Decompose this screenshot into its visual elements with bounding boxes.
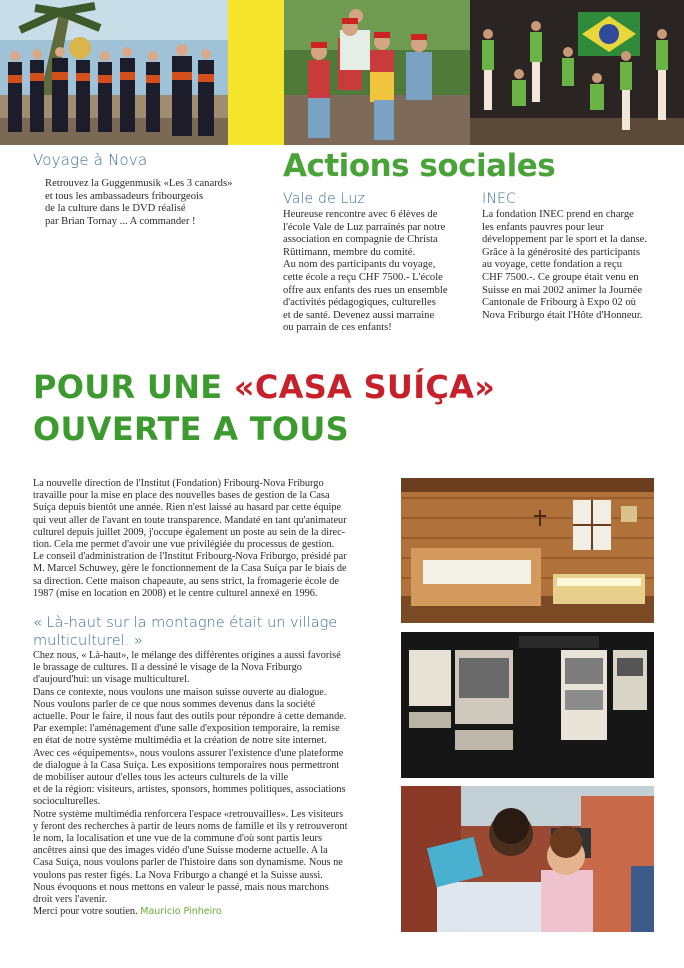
intro-line: sa direction. Cette maison chapeaute, au sens strict, la fromagerie école de	[33, 575, 339, 587]
body-line: de mobiliser autour d'elles tous les acteurs culturels de la ville	[33, 772, 289, 784]
vale-de-luz-text	[283, 209, 473, 335]
school-children-photo	[284, 0, 470, 145]
inec-line: Nova Friburgo était l'Hôte d'Honneur.	[482, 309, 643, 321]
voyage-heading: Voyage à Nova	[33, 151, 148, 169]
intro-line: culturel depuis juillet 2009, j'occupe également un poste au sein de la direc-	[33, 526, 346, 538]
inec-text	[482, 209, 677, 322]
vale-line: offre aux enfants des rues un ensemble	[283, 284, 448, 296]
body-line: ancêtres ainsi que des images vidéo d'une Suisse moderne actuelle. A la	[33, 845, 328, 857]
intro-line: La nouvelle direction de l'Institut (Fondation) Fribourg-Nova Friburgo	[33, 478, 324, 489]
inec-line: Cantonale de Fribourg à Expo 02 où	[482, 297, 636, 309]
body-line: Nous évoquons et nous mettons en valeur le passé, mais nous marchons	[33, 881, 329, 893]
body-line: de dialogue à la Casa Suíça. Les expositions temporaires nous permettront	[33, 759, 340, 771]
body-line: Chez nous, « Là-haut», le mélange des différentes origines a aussi favorisé	[33, 650, 341, 661]
closing-line	[33, 906, 393, 918]
voyage-line: par Brian Tornay ... A commander !	[45, 215, 196, 227]
inec-heading: INEC	[482, 191, 517, 207]
vale-line: Rüttimann, membre du comité.	[283, 246, 416, 258]
exhibition-panels-photo	[401, 632, 654, 778]
guggenmusik-band-photo	[0, 0, 228, 145]
body-line: Nous voulons parler de ce que nous sommes devenus dans la société	[33, 698, 316, 710]
body-line: d'aujourd'hui: un visage multiculturel.	[33, 674, 190, 686]
quote-heading-line-1: « Là-haut sur la montagne était un village	[33, 615, 338, 631]
vale-line: et de santé. Devenez aussi marraine	[283, 309, 435, 321]
vale-de-luz-heading: Vale de Luz	[283, 191, 365, 207]
body-line: en état de notre système multimédia et la création de notre site internet.	[33, 735, 327, 747]
actions-sociales-title: Actions sociales	[283, 148, 556, 184]
casa-title-line-2: OUVERTE A TOUS	[33, 410, 350, 448]
inec-dancers-photo	[470, 0, 684, 145]
voyage-line: Retrouvez la Guggenmusik «Les 3 canards»	[45, 178, 233, 189]
title-prefix: POUR UNE	[33, 368, 234, 406]
body-line: socioculturelles.	[33, 796, 101, 808]
body-line: et de la région: visiteurs, artistes, sponsors, hommes politiques, associations	[33, 784, 346, 796]
voyage-line: de la culture dans le DVD réalisé	[45, 203, 186, 215]
casa-body-text	[33, 650, 393, 918]
casa-intro-text	[33, 478, 393, 600]
inec-line: développement par le sport et la danse.	[482, 234, 648, 246]
vale-line: Heureuse rencontre avec 6 élèves de	[283, 209, 438, 220]
vale-line: ou parrain de ces enfants!	[283, 322, 392, 334]
vale-line: Au nom des participants du voyage,	[283, 259, 436, 271]
author-signature: Mauricio Pinheiro	[140, 906, 222, 918]
vale-line: association en compagnie de Christa	[283, 234, 438, 246]
casa-suica-title	[33, 366, 495, 450]
intro-line: tion. Cela me permet d'avoir une vue privilégiée du processus de gestion.	[33, 539, 335, 551]
body-line: Casa Suíça, nous voulons parler de l'histoire dans son dynamisme. Nous ne	[33, 857, 343, 869]
inec-line: Grâce à la générosité des participants	[482, 246, 640, 258]
vale-line: d'activités pédagogiques, culturelles	[283, 297, 436, 309]
body-line: actuelle. Pour le faire, il nous faut des outils pour répondre à cette demande.	[33, 711, 347, 723]
body-line: Par exemple: l'aménagement d'une salle d'exposition temporaire, la remise	[33, 723, 340, 735]
intro-line: 1987 (mise en location en 2008) et le centre culturel annexé en 1996.	[33, 587, 318, 599]
body-line: Notre système multimédia renforcera l'espace «retrouvailles». Les visiteurs	[33, 808, 344, 820]
intro-line: travaille pour la mise en place des nouvelles bases de gestion de la Casa	[33, 490, 330, 502]
inec-line: Suisse en mai 2002 animer la Journée	[482, 284, 643, 296]
body-line: droit vers l'avenir.	[33, 894, 108, 906]
intro-line: M. Marcel Schuwey, gère le fonctionnement de la Casa Suíça par le biais de	[33, 563, 347, 575]
body-line: Dans ce contexte, nous voulons une maison suisse ouverte au dialogue.	[33, 686, 327, 698]
quote-heading	[33, 614, 373, 650]
vale-line: l'école Vale de Luz parrainés par notre	[283, 221, 446, 233]
intro-line: Le conseil d'administration de l'Institut Fribourg-Nova Friburgo, présidé par	[33, 551, 347, 563]
voyage-line: et tous les ambassadeurs fribourgeois	[45, 190, 204, 202]
body-line: voulons pas rester figés. La Nova Friburgo a changé et la Suisse aussi.	[33, 869, 323, 881]
body-line: le brassage de cultures. Il a dessiné le visage de la Nova Friburgo	[33, 662, 302, 674]
man-with-child-photo	[401, 786, 654, 932]
closing-text: Merci pour votre soutien.	[33, 906, 138, 918]
vale-line: cette école a reçu CHF 7500.- L'école	[283, 271, 443, 283]
inec-line: les enfants pauvres pour leur	[482, 221, 604, 233]
chalet-bedroom-photo	[401, 478, 654, 623]
body-line: y feront des recherches à partir de leurs noms de famille et ils y retrouveront	[33, 820, 348, 832]
intro-line: qui veut aller de l'avant en toute transparence. Mandaté en tant qu'animateur	[33, 514, 347, 526]
inec-line: au voyage, cette fondation a reçu	[482, 259, 623, 271]
title-accent: «CASA SUÍÇA»	[233, 368, 496, 406]
casa-title-line-1	[33, 366, 495, 408]
inec-line: La fondation INEC prend en charge	[482, 209, 634, 220]
voyage-text	[45, 178, 270, 228]
quote-heading-line-2: multiculturel. »	[33, 633, 143, 649]
inec-line: CHF 7500.-. Ce groupe était venu en	[482, 271, 639, 283]
body-line: Avec ces «équipements», nous voulons assurer l'existence d'une plateforme	[33, 747, 344, 759]
body-line: le nom, la localisation et une vue de la commune d'où sont partis leurs	[33, 833, 322, 845]
yellow-panel	[228, 0, 284, 145]
intro-line: Suíça depuis bientôt une année. Rien n'est laissé au hasard par cette équipe	[33, 502, 342, 514]
